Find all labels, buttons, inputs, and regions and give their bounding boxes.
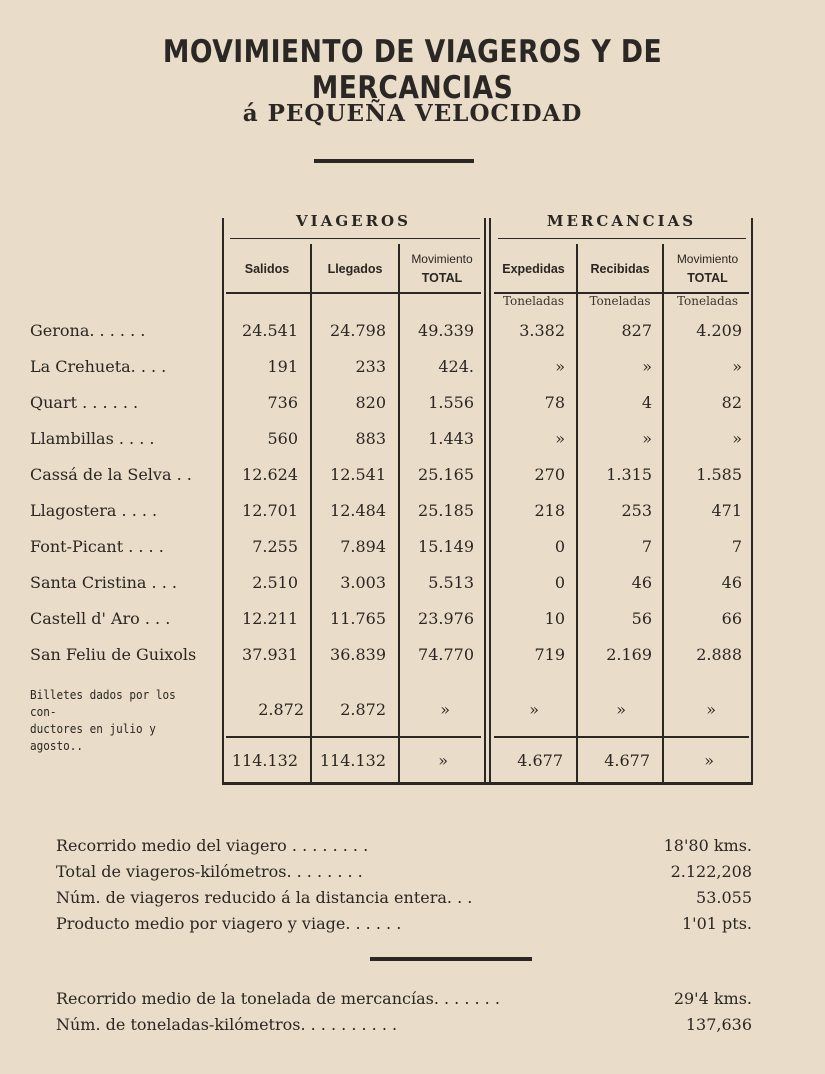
cell-salidos: 7.255 [252,537,298,556]
col-header-salidos: Salidos [244,261,290,276]
station-name: Llambillas . . . . [30,429,155,448]
table-border-right [751,218,753,782]
unit-label: Toneladas [589,294,651,308]
group-header-viageros: VIAGEROS [296,212,411,230]
unit-label: Toneladas [502,294,565,308]
cell-rec: 46 [631,573,652,592]
station-name: Gerona. . . . . . [30,321,146,340]
stat-label: Producto medio por viagero y viage. . . . . . [56,914,402,933]
group-underline [230,238,480,239]
totals-rule [226,736,481,738]
cell-mov: 424. [438,357,474,376]
cell-mov: 5.513 [428,573,474,592]
page-title: MOVIMIENTO DE VIAGEROS Y DE MERCANCIAS [162,34,663,106]
col-header-recibidas: Recibidas [590,261,650,276]
stat-label: Total de viageros-kilómetros. . . . . . . . [56,862,363,881]
stat-label: Núm. de viageros reducido á la distancia entera. . . [56,888,473,907]
cell-exp: 10 [544,609,565,628]
total-rec: 4.677 [604,751,650,770]
cell-llegados: 12.484 [330,501,386,520]
stat-value: 53.055 [696,888,752,907]
stat-value: 18'80 kms. [663,836,752,855]
stat-value: 2.122,208 [670,862,752,881]
total-mov: » [438,751,448,770]
cell-mov: 74.770 [418,645,474,664]
cell-exp: 3.382 [519,321,565,340]
cell-exp: 78 [544,393,565,412]
section-divider [370,957,532,961]
cell-mov: 25.185 [418,501,474,520]
stat-label: Núm. de toneladas-kilómetros. . . . . . . . . . [56,1015,398,1034]
cell-llegados: 3.003 [340,573,386,592]
cell-llegados: 36.839 [330,645,386,664]
cell-salidos: 2.510 [252,573,298,592]
cell-rec: 1.315 [606,465,652,484]
cell-movm: » [732,357,742,376]
group-underline [498,238,746,239]
cell-llegados: 820 [355,393,386,412]
cell-mov: 15.149 [418,537,474,556]
group-header-mercancias: MERCANCIAS [546,212,697,230]
cell-movm: 82 [721,393,742,412]
group-divider [484,218,486,782]
cell-rec: » [642,357,652,376]
cell-movm: 4.209 [696,321,742,340]
totals-rule [494,736,749,738]
total-exp: 4.677 [517,751,563,770]
station-name: Llagostera . . . . [30,501,158,520]
station-name: Santa Cristina . . . [30,573,177,592]
table-border-left [222,218,224,782]
cell-salidos: 12.624 [242,465,298,484]
note-line: Billetes dados por los con- [30,687,176,719]
cell-rec: 4 [641,393,652,412]
note-llegados: 2.872 [340,700,386,719]
cell-salidos: 191 [267,357,298,376]
cell-movm: 7 [731,537,742,556]
cell-exp: 719 [534,645,565,664]
cell-mov: 23.976 [418,609,474,628]
cell-salidos: 24.541 [242,321,298,340]
total-llegados: 114.132 [319,751,386,770]
cell-rec: 253 [621,501,652,520]
cell-rec: » [642,429,652,448]
cell-mov: 49.339 [418,321,474,340]
cell-movm: 46 [721,573,742,592]
title-divider [314,159,474,163]
col-header-movimiento-total-mercancias: Movimiento TOTAL [676,252,739,285]
cell-llegados: 24.798 [330,321,386,340]
cell-movm: 2.888 [696,645,742,664]
note-movm: » [706,700,716,719]
note-line: ductores en julio y agosto.. [30,721,156,753]
cell-movm: 66 [721,609,742,628]
cell-movm: » [732,429,742,448]
page-subtitle: á PEQUEÑA VELOCIDAD [242,100,583,127]
stat-value: 29'4 kms. [673,989,752,1008]
cell-llegados: 233 [355,357,386,376]
note-exp: » [529,700,539,719]
stat-value: 137,636 [685,1015,752,1034]
cell-mov: 1.443 [428,429,474,448]
cell-llegados: 7.894 [340,537,386,556]
cell-exp: 0 [554,537,565,556]
cell-mov: 1.556 [428,393,474,412]
stat-value: 1'01 pts. [682,914,752,933]
col-header-expedidas: Expedidas [502,261,565,276]
cell-movm: 471 [711,501,742,520]
cell-salidos: 736 [267,393,298,412]
station-name: Font-Picant . . . . [30,537,164,556]
unit-label: Toneladas [676,294,739,308]
note-rec: » [616,700,626,719]
cell-salidos: 37.931 [242,645,298,664]
cell-movm: 1.585 [696,465,742,484]
cell-exp: 270 [534,465,565,484]
stat-label: Recorrido medio de la tonelada de mercancías. . . . . . . [56,989,500,1008]
cell-rec: 7 [641,537,652,556]
cell-rec: 56 [631,609,652,628]
cell-llegados: 11.765 [330,609,386,628]
station-name: San Feliu de Guixols [30,645,197,664]
header-rule [226,292,481,294]
cell-salidos: 12.701 [242,501,298,520]
col-header-movimiento-total: Movimiento TOTAL [411,252,473,285]
station-name: Cassá de la Selva . . [30,465,192,484]
cell-rec: 827 [621,321,652,340]
col-divider [310,244,312,782]
cell-exp: 218 [534,501,565,520]
cell-llegados: 883 [355,429,386,448]
station-name: Castell d' Aro . . . [30,609,171,628]
note-salidos: 2.872 [258,700,304,719]
stat-label: Recorrido medio del viagero . . . . . . . . [56,836,369,855]
total-salidos: 114.132 [231,751,298,770]
cell-salidos: 12.211 [242,609,298,628]
cell-exp: » [555,357,565,376]
cell-mov: 25.165 [418,465,474,484]
cell-rec: 2.169 [606,645,652,664]
total-movm: » [704,751,714,770]
cell-llegados: 12.541 [330,465,386,484]
note-label [30,686,202,754]
cell-exp: 0 [554,573,565,592]
col-header-llegados: Llegados [327,261,383,276]
note-mov: » [440,700,450,719]
cell-salidos: 560 [267,429,298,448]
cell-exp: » [555,429,565,448]
station-name: La Crehueta. . . . [30,357,167,376]
table-bottom-rule [222,782,753,785]
station-name: Quart . . . . . . [30,393,139,412]
